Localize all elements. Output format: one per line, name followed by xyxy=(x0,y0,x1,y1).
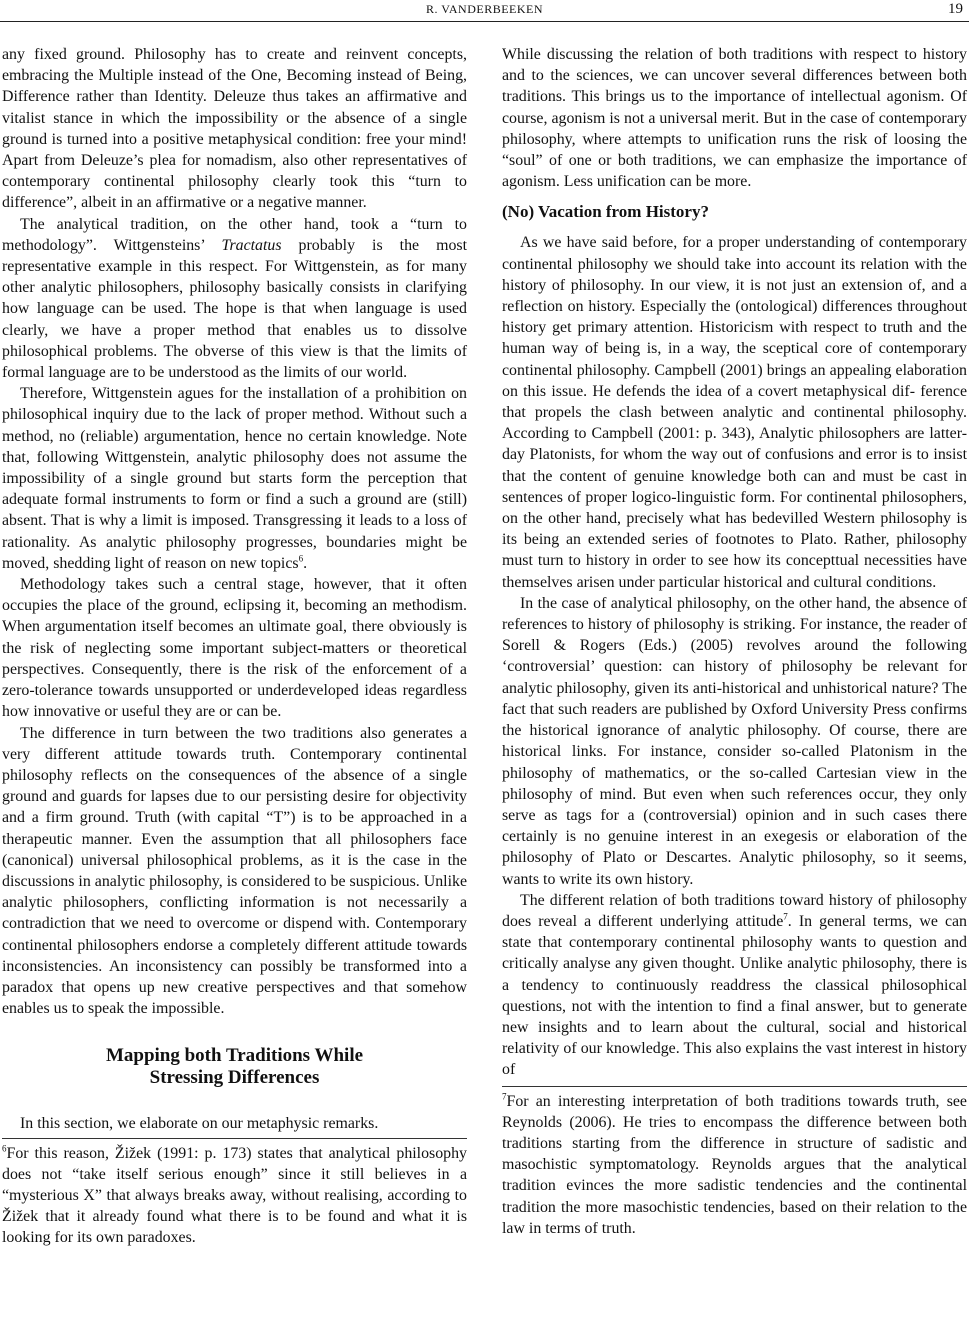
footnote-ref[interactable]: 6 xyxy=(298,553,304,564)
text-run: . xyxy=(303,554,308,572)
text-run: probably is the most representative example in this respect. For Wittgenstein, as for many other analytic philosophers, philosophy basically consists in clarifying how language can be used. The hope is that when language is used clearly, we have a proper method that enables us to dissolve philosophical problems. The obverse of this view is that the limits of formal language are to be understood as the limits of our world. xyxy=(2,236,467,382)
left-column xyxy=(2,44,467,1249)
page-number: 19 xyxy=(948,1,963,17)
paragraph xyxy=(2,383,467,574)
paragraph xyxy=(2,214,467,384)
paragraph: Methodology takes such a central stage, however, that it often occupies the place of the ground, eclipsing it, becoming an methodism. When argumentation itself becomes an ultimate goal, there obviously is the risk of neglecting some important subject-matters or theoretical perspectives. Consequently, there is the risk of the enforcement of a zero-tolerance towards unsupported or underdeveloped ideas regardless how innovative or useful they are or can be. xyxy=(2,576,467,721)
paragraph: In this section, we elaborate on our metaphysic remarks. xyxy=(20,1115,379,1133)
header-rule xyxy=(0,21,969,22)
right-column xyxy=(502,44,967,1239)
paragraph: In the case of analytical philosophy, on the other hand, the absence of references to history of philosophy is striking. For instance, the reader of Sorell & Rogers (Eds.) (2005) revolves around the following ‘controversial’ question: can history of philosophy be relevant for analytic philosophy, given its anti-historical and unhistorical nature? The fact that such readers are published by Oxford University Press confirms the historical ignorance of analytic philosophy. Of course, there are historical links. For instance, consider so-called Platonism in the philosophy of mathematics, or the so-called Cartesian view in the philosophy of mind. But even when such references occur, they only serve as tags for a (controversial) opinion and in such cases there certainly is no genuine interest in an exegesis or elaboration of the philosophy of Plato or Descartes. Analytic philosophy, so it seems, wants to write its own history. xyxy=(502,594,967,888)
footnote-text: For an interesting interpretation of both traditions towards truth, see Reynolds (2006). He tries to encompass the difference between both traditions starting from the difference in structure of sadistic and masochistic symptomatology. Reynolds argues that the analytical tradition evinces the more sadistic tendencies and the continental tradition the more masochistic tendencies, based on their relation to the law in terms of truth. xyxy=(502,1092,967,1237)
footnote-number: 7 xyxy=(502,1091,507,1102)
footnote xyxy=(502,1091,967,1239)
paragraph: As we have said before, for a proper understanding of contemporary continental philosophy we should take into account its relation with the history of philosophy. In our view, it is not just an extension of, and a reflection on history. Especially the (ontological) differences throughout history get primary attention. Historicism with respect to truth and the human way of being is, in a way, the sceptical core of contemporary continental philosophy. Campbell (2001) brings an appealing elaboration on this issue. He defends the idea of a covert metaphysical dif- ference that propels the clash between analytic and continental philosophy. According to Campbell (2001: p. 343), Analytic philosophers are latter-day Platonists, for whom the way out of confusions and error is to insist that the content of genuine knowledge both can and must be cast in sentences of proper logico-linguistic form. For continental philosophers, on the other hand, precisely what has bedevilled Western philosophy is its being an extended series of footnotes to Plato. Rather, philosophy must turn to history in order to see how its concepttual necessities have themselves arisen under particular historical and cultural conditions. xyxy=(502,234,967,591)
section-heading: (No) Vacation from History? xyxy=(502,202,709,222)
footnote xyxy=(2,1143,467,1249)
paragraph: While discussing the relation of both traditions with respect to history and to the sciences, we can uncover several differences between both traditions. This brings us to the importance of intellectual agonism. Of course, agonism is not a universal merit. But in the case of contemporary philosophy, where attempts to unification runs the risk of loosing the “soul” of one or both traditions, we can emphasize the importance of agonism. Less unification can be more. xyxy=(502,46,967,191)
paragraph xyxy=(502,890,967,1081)
heading-line: Mapping both Traditions While xyxy=(105,1045,364,1067)
section-heading xyxy=(2,1045,467,1089)
text-run: . In general terms, we can state that contemporary continental philosophy wants to question and critically analyse any given thought. Unlike analytic philosophy, there is a tendency to continuously readdress the classical philosophical questions, not with the intention to find a final answer, but to generate new insights and to learn about the cultural, social and historical relativity of our knowledge. This also explains the vast interest in history of xyxy=(502,912,967,1079)
emphasis-text: Tractatus xyxy=(221,236,282,254)
footnote-rule xyxy=(2,1138,467,1139)
footnote-ref[interactable]: 7 xyxy=(783,911,788,922)
running-head: R. VANDERBEEKEN xyxy=(425,2,544,16)
footnote-text: For this reason, Žižek (1991: p. 173) states that analytical philosophy does not “take itself serious enough” since it still believes in a “mysterious X” that always breaks away, without realising, according to Žižek that it already found what there is to be found and what it is looking for its own paradoxes. xyxy=(2,1144,467,1247)
text-run: Therefore, Wittgenstein agues for the installation of a prohibition on philosophical inquiry due to the lack of proper method. Without such a method, no (reliable) argumentation, hence no certain knowledge. Note that, following Wittgenstein, analytic philosophy does not assume the impossibility of a single ground but starts form the perception that adequate formal instruments to form or find a such a ground are (still) absent. That is why a limit is imposed. Transgressing it leads to a loss of rationality. As analytic philosophy progresses, boundaries might be moved, shedding light of reason on new topics xyxy=(2,385,467,572)
heading-line: Stressing Differences xyxy=(149,1067,320,1089)
footnote-number: 6 xyxy=(2,1143,7,1154)
footnote-rule xyxy=(502,1086,967,1087)
paragraph: any fixed ground. Philosophy has to create and reinvent concepts, embracing the Multiple instead of the One, Becoming instead of Being, Difference rather than Identity. Deleuze thus takes an affirmative and vitalist stance in which the impossibility or the absence of a single ground is turned into a positive metaphysical condition: free your mind! Apart from Deleuze’s plea for nomadism, also other representatives of contemporary continental philosophy clearly took this “turn to difference”, albeit in an affirmative or a negative manner. xyxy=(2,46,467,212)
paragraph: The difference in turn between the two traditions also generates a very different attitude towards truth. Contemporary continental philosophy reflects on the consequences of the absence of a single ground and guards for lapses due to our persisting desire for objectivity and a firm ground. Truth (with capital “T”) is to be approached in a therapeutic manner. Even the assumption that all philosophers face (canonical) universal philosophical problems, as it is the case in the discussions in analytic philosophy, is considered to be suspicious. Unlike analytic philosophers, conflicting information is not necessarily a contradiction that we need to overcome or dispend with. Contemporary continental philosophers endorse a completely different attitude towards inconsistencies. An inconsistency can possibly be transformed into a paradox that opens up new creative perspectives and that somehow enables us to speak the impossible. xyxy=(2,724,467,1018)
text-run: The analytical tradition, on the other hand, took a “turn to methodology”. Wittgensteins’ xyxy=(2,215,467,254)
text-run: The different relation of both traditions toward history of philosophy does reveal a different underlying attitude xyxy=(502,891,967,930)
